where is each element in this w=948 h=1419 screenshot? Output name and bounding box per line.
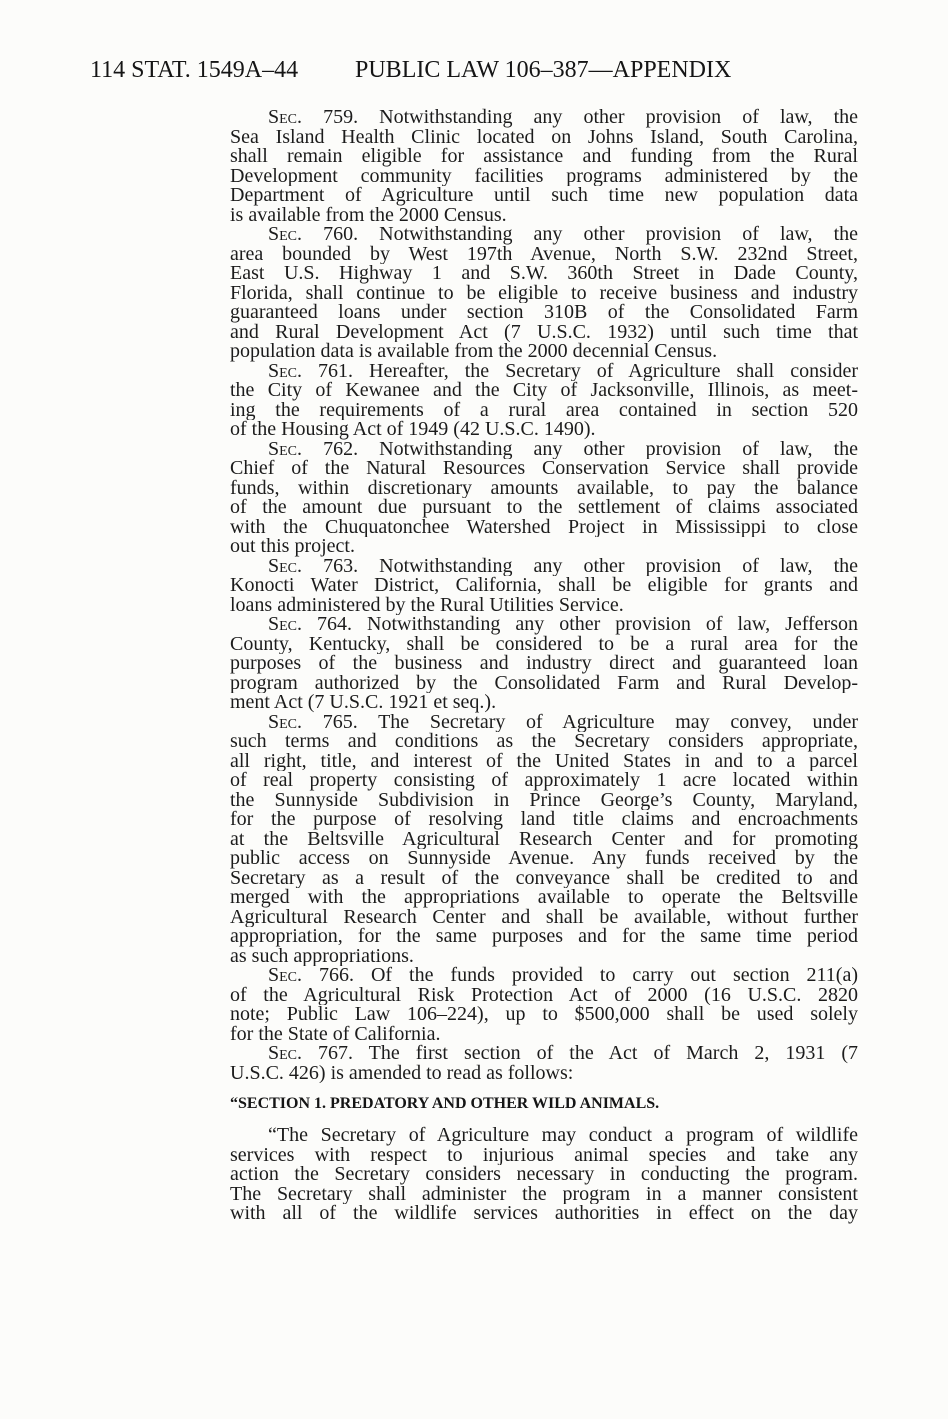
line-text: for the purpose of resolving land title claims and encroachments bbox=[230, 810, 858, 830]
text-line bbox=[230, 1025, 858, 1045]
section-paragraph bbox=[230, 615, 858, 713]
line-text: purposes of the business and industry direct and guaranteed loan bbox=[230, 654, 858, 674]
line-text: with all of the wildlife services authorities in effect on the day bbox=[230, 1204, 858, 1224]
line-text: loans administered by the Rural Utilities Service. bbox=[230, 595, 624, 615]
line-text: note; Public Law 106–224), up to $500,000 shall be used solely bbox=[230, 1005, 858, 1025]
text-line bbox=[230, 654, 858, 674]
line-text: Notwithstanding any other provision of law, the bbox=[379, 225, 858, 245]
line-text: program authorized by the Consolidated Farm and Rural Develop- bbox=[230, 673, 858, 693]
line-text: the City of Kewanee and the City of Jacksonville, Illinois, as meet- bbox=[230, 381, 858, 401]
line-text: such terms and conditions as the Secretary considers appropriate, bbox=[230, 732, 858, 752]
line-text: with the Chuquatonchee Watershed Project in Mississippi to close bbox=[230, 517, 858, 537]
line-text: ing the requirements of a rural area contained in section 520 bbox=[230, 400, 858, 420]
line-text: merged with the appropriations available to operate the Beltsville bbox=[230, 888, 858, 908]
text-line bbox=[230, 849, 858, 869]
text-line bbox=[230, 440, 858, 460]
line-text: area bounded by West 197th Avenue, North S.W. 232nd Street, bbox=[230, 244, 858, 264]
text-line bbox=[230, 128, 858, 148]
text-line bbox=[230, 674, 858, 694]
line-text: Florida, shall continue to be eligible to receive business and industry bbox=[230, 283, 858, 303]
section-list bbox=[230, 108, 858, 1083]
line-text: Notwithstanding any other provision of law, the bbox=[379, 108, 858, 128]
text-line bbox=[230, 1044, 858, 1064]
text-line bbox=[230, 225, 858, 245]
text-line bbox=[230, 732, 858, 752]
text-line bbox=[230, 713, 858, 733]
line-text: at the Beltsville Agricultural Research Center and for promoting bbox=[230, 829, 858, 849]
line-text: East U.S. Highway 1 and S.W. 360th Street in Dade County, bbox=[230, 264, 858, 284]
line-text: is available from the 2000 Census. bbox=[230, 205, 507, 225]
section-label: Sec. 767. bbox=[268, 1044, 354, 1064]
running-title: PUBLIC LAW 106–387—APPENDIX bbox=[355, 57, 732, 83]
line-text: Of the funds provided to carry out section 211(a) bbox=[370, 966, 858, 986]
section-paragraph bbox=[230, 557, 858, 616]
text-line bbox=[230, 284, 858, 304]
line-text: “The Secretary of Agriculture may conduct a program of wildlife bbox=[268, 1126, 858, 1146]
line-text: population data is available from the 2000 decennial Census. bbox=[230, 342, 718, 362]
line-text: The Secretary shall administer the program in a manner consistent bbox=[230, 1184, 858, 1204]
line-text: and Rural Development Act (7 U.S.C. 1932) until such time that bbox=[230, 322, 858, 342]
text-line bbox=[230, 323, 858, 343]
text-line bbox=[230, 596, 858, 616]
line-text: out this project. bbox=[230, 537, 355, 557]
text-line bbox=[230, 1165, 858, 1185]
text-line bbox=[230, 537, 858, 557]
text-line bbox=[230, 888, 858, 908]
line-text: the Sunnyside Subdivision in Prince George’s County, Maryland, bbox=[230, 790, 858, 810]
text-line bbox=[230, 908, 858, 928]
section-label: Sec. 765. bbox=[268, 712, 358, 732]
text-line bbox=[230, 381, 858, 401]
inserted-section-text bbox=[230, 1126, 858, 1224]
section-paragraph bbox=[230, 225, 858, 362]
text-line bbox=[230, 1146, 858, 1166]
section-paragraph bbox=[230, 1044, 858, 1083]
text-line bbox=[230, 1005, 858, 1025]
line-text: Notwithstanding any other provision of law, the bbox=[379, 556, 858, 576]
text-line bbox=[230, 1204, 858, 1224]
text-line bbox=[230, 245, 858, 265]
line-text: Sea Island Health Clinic located on Johns Island, South Carolina, bbox=[230, 127, 858, 147]
section-label: Sec. 759. bbox=[268, 108, 359, 128]
text-line bbox=[230, 869, 858, 889]
line-text: for the State of California. bbox=[230, 1024, 441, 1044]
text-line bbox=[230, 927, 858, 947]
line-text: all right, title, and interest of the United States in and to a parcel bbox=[230, 751, 858, 771]
line-text: Notwithstanding any other provision of law, the bbox=[379, 439, 858, 459]
section-paragraph bbox=[230, 362, 858, 440]
section-label: Sec. 763. bbox=[268, 556, 359, 576]
page-reference: 114 STAT. 1549A–44 bbox=[90, 57, 299, 83]
line-text: of the Housing Act of 1949 (42 U.S.C. 1490). bbox=[230, 420, 596, 440]
text-line bbox=[230, 362, 858, 382]
line-text: services with respect to injurious animal species and take any bbox=[230, 1145, 858, 1165]
line-text: action the Secretary considers necessary in conducting the program. bbox=[230, 1165, 858, 1185]
text-line bbox=[230, 186, 858, 206]
text-line bbox=[230, 966, 858, 986]
section-paragraph bbox=[230, 713, 858, 967]
text-line bbox=[230, 693, 858, 713]
text-line bbox=[230, 206, 858, 226]
text-line bbox=[230, 459, 858, 479]
line-text: County, Kentucky, shall be considered to be a rural area for the bbox=[230, 634, 858, 654]
text-line bbox=[230, 479, 858, 499]
line-text: U.S.C. 426) is amended to read as follows: bbox=[230, 1063, 574, 1083]
line-text: The Secretary of Agriculture may convey, under bbox=[378, 712, 858, 732]
text-line bbox=[230, 635, 858, 655]
text-line bbox=[230, 420, 858, 440]
line-text: Konocti Water District, California, shall be eligible for grants and bbox=[230, 576, 858, 596]
text-line bbox=[230, 108, 858, 128]
section-label: Sec. 766. bbox=[268, 966, 354, 986]
text-line bbox=[230, 771, 858, 791]
section-paragraph bbox=[230, 108, 858, 225]
text-line bbox=[230, 264, 858, 284]
text-line bbox=[230, 518, 858, 538]
text-line bbox=[230, 1185, 858, 1205]
line-text: Secretary as a result of the conveyance shall be credited to and bbox=[230, 868, 858, 888]
text-line bbox=[230, 1064, 858, 1084]
text-line bbox=[230, 147, 858, 167]
line-text: of the amount due pursuant to the settlement of claims associated bbox=[230, 498, 858, 518]
text-line bbox=[230, 167, 858, 187]
text-line bbox=[230, 615, 858, 635]
text-line bbox=[230, 830, 858, 850]
line-text: Hereafter, the Secretary of Agriculture shall consider bbox=[369, 361, 858, 381]
line-text: public access on Sunnyside Avenue. Any funds received by the bbox=[230, 849, 858, 869]
line-text: Development community facilities programs administered by the bbox=[230, 166, 858, 186]
line-text: Notwithstanding any other provision of law, Jefferson bbox=[367, 615, 858, 635]
line-text: of the Agricultural Risk Protection Act of 2000 (16 U.S.C. 2820 bbox=[230, 985, 858, 1005]
line-text: as such appropriations. bbox=[230, 946, 414, 966]
text-line bbox=[230, 947, 858, 967]
line-text: Chief of the Natural Resources Conservation Service shall provide bbox=[230, 459, 858, 479]
section-label: Sec. 761. bbox=[268, 361, 354, 381]
text-line bbox=[230, 576, 858, 596]
text-line bbox=[230, 342, 858, 362]
section-paragraph bbox=[230, 440, 858, 557]
line-text: Department of Agriculture until such time new population data bbox=[230, 186, 858, 206]
line-text: funds, within discretionary amounts available, to pay the balance bbox=[230, 478, 858, 498]
text-line bbox=[230, 986, 858, 1006]
line-text: guaranteed loans under section 310B of the Consolidated Farm bbox=[230, 303, 858, 323]
section-label: Sec. 760. bbox=[268, 225, 359, 245]
text-line bbox=[230, 1126, 858, 1146]
section-label: Sec. 764. bbox=[268, 615, 353, 635]
text-line bbox=[230, 752, 858, 772]
text-line bbox=[230, 810, 858, 830]
line-text: of real property consisting of approximately 1 acre located within bbox=[230, 771, 858, 791]
inserted-section-heading: “SECTION 1. PREDATORY AND OTHER WILD ANIMALS. bbox=[230, 1095, 660, 1112]
section-paragraph bbox=[230, 966, 858, 1044]
line-text: Agricultural Research Center and shall be available, without further bbox=[230, 907, 858, 927]
text-line bbox=[230, 303, 858, 323]
text-line bbox=[230, 791, 858, 811]
line-text: ment Act (7 U.S.C. 1921 et seq.). bbox=[230, 693, 497, 713]
line-text: shall remain eligible for assistance and funding from the Rural bbox=[230, 147, 858, 167]
section-label: Sec. 762. bbox=[268, 439, 359, 459]
text-line bbox=[230, 557, 858, 577]
text-line bbox=[230, 401, 858, 421]
text-line bbox=[230, 498, 858, 518]
line-text: appropriation, for the same purposes and for the same time period bbox=[230, 927, 858, 947]
line-text: The first section of the Act of March 2, 1931 (7 bbox=[368, 1044, 858, 1064]
